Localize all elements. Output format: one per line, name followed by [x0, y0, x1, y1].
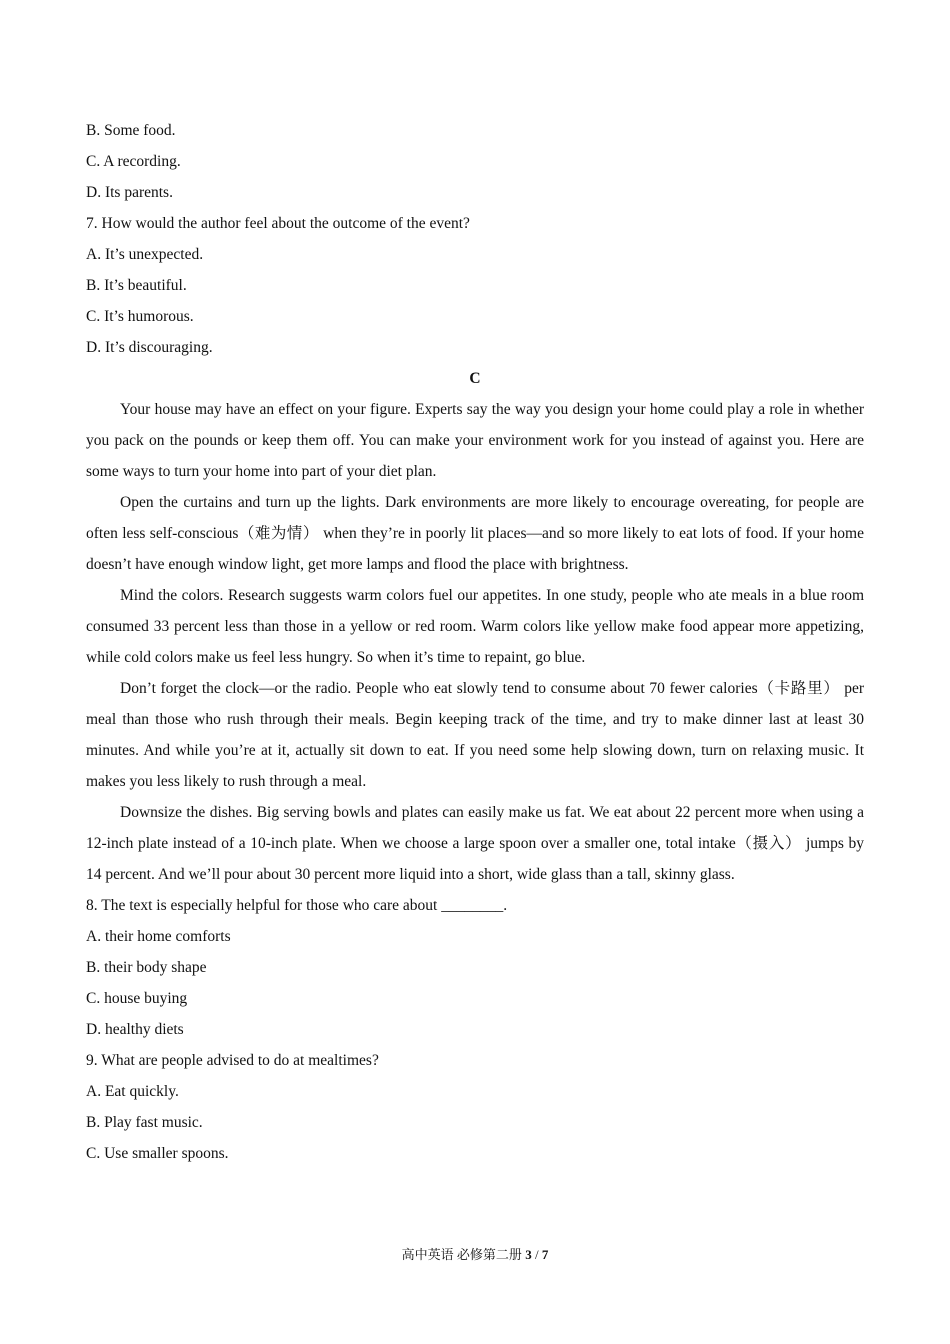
passage-paragraph-1: Your house may have an effect on your figure. Experts say the way you design your home could play a role in whether you pack on the pounds or keep them off. You can make your environment work for you instead of against you. Here are some ways to turn your home into part of your diet plan.	[86, 401, 864, 480]
q8-option-b: B. their body shape	[86, 959, 207, 976]
footer-page-number: 3	[525, 1247, 532, 1262]
footer-page-total: 7	[541, 1247, 549, 1262]
q7-question: 7. How would the author feel about the outcome of the event?	[86, 215, 470, 232]
page-footer	[0, 1244, 950, 1266]
section-title: C	[469, 370, 481, 387]
q6-option-d: D. Its parents.	[86, 184, 173, 201]
q6-option-c: C. A recording.	[86, 153, 181, 170]
q7-option-b: B. It’s beautiful.	[86, 277, 187, 294]
footer-separator: /	[534, 1247, 539, 1262]
q6-option-b: B. Some food.	[86, 122, 176, 139]
q7-option-c: C. It’s humorous.	[86, 308, 194, 325]
q8-option-d: D. healthy diets	[86, 1021, 184, 1038]
q9-option-b: B. Play fast music.	[86, 1114, 203, 1131]
q9-question: 9. What are people advised to do at mealtimes?	[86, 1052, 379, 1069]
q7-option-a: A. It’s unexpected.	[86, 246, 204, 263]
passage-paragraph-2: Open the curtains and turn up the lights. Dark environments are more likely to encourage overeating, for people are often less self-conscious（难为情） when they’re in poorly lit places—and so more likely to eat lots of food. If your home doesn’t have enough window light, get more lamps and flood the place with brightness.	[86, 494, 864, 573]
page-content	[86, 115, 864, 1169]
q8-option-c: C. house buying	[86, 990, 188, 1007]
footer-label: 高中英语 必修第二册	[401, 1247, 522, 1262]
passage-paragraph-3: Mind the colors. Research suggests warm colors fuel our appetites. In one study, people who ate meals in a blue room consumed 33 percent less than those in a yellow or red room. Warm colors like yellow make food appear more appetizing, while cold colors make us feel less hungry. So when it’s time to repaint, go blue.	[86, 587, 864, 666]
q8-option-a: A. their home comforts	[86, 928, 231, 945]
q9-option-c: C. Use smaller spoons.	[86, 1145, 229, 1162]
passage-paragraph-5: Downsize the dishes. Big serving bowls and plates can easily make us fat. We eat about 22 percent more when using a 12-inch plate instead of a 10-inch plate. When we choose a large spoon over a smaller one, total intake（摄入） jumps by 14 percent. And we’ll pour about 30 percent more liquid into a short, wide glass than a tall, skinny glass.	[86, 804, 864, 883]
q8-question: 8. The text is especially helpful for those who care about ________.	[86, 897, 508, 914]
q7-option-d: D. It’s discouraging.	[86, 339, 213, 356]
passage-paragraph-4: Don’t forget the clock—or the radio. People who eat slowly tend to consume about 70 fewer calories（卡路里） per meal than those who rush through their meals. Begin keeping track of the time, and try to make dinner last at least 30 minutes. And while you’re at it, actually sit down to eat. If you need some help slowing down, turn on relaxing music. It makes you less likely to rush through a meal.	[86, 680, 864, 790]
q9-option-a: A. Eat quickly.	[86, 1083, 179, 1100]
